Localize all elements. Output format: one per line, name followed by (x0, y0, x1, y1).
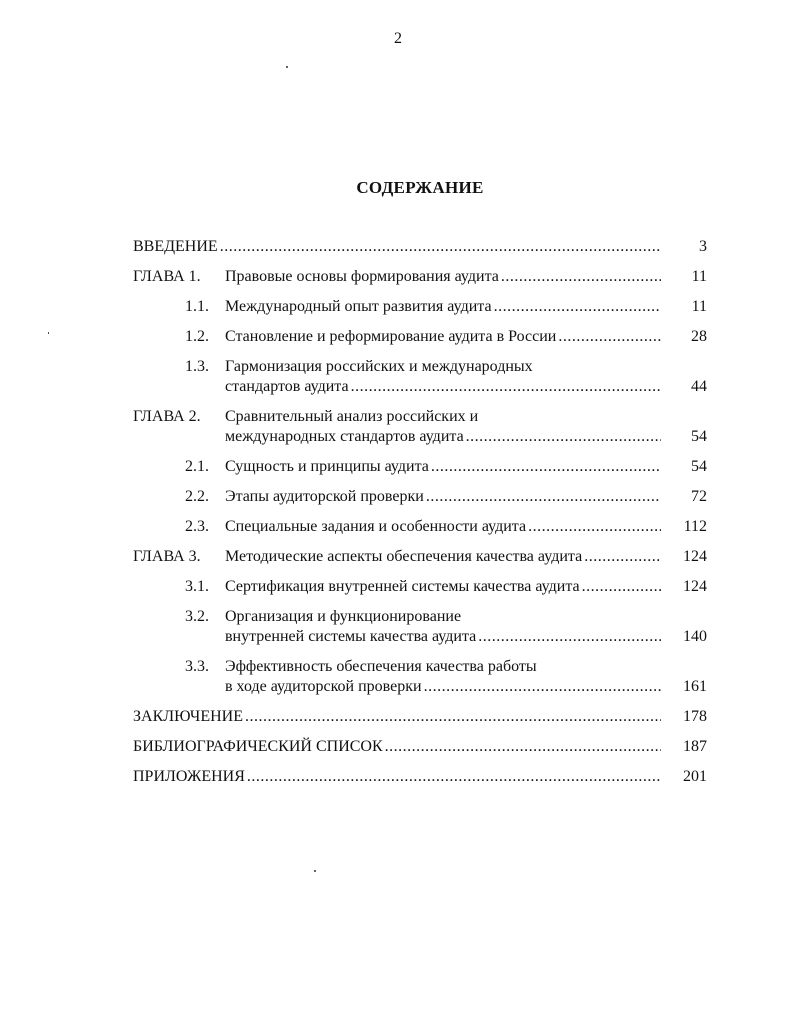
toc-page-number: 11 (691, 298, 707, 315)
toc-page-number: 112 (683, 518, 707, 535)
toc-entry-title: Методические аспекты обеспечения качества аудита (225, 548, 583, 565)
section-number: 2.1. (185, 458, 209, 475)
toc-entry-title: Эффективность обеспечения качества работы (225, 658, 537, 675)
toc-entry (133, 657, 707, 697)
toc-entry-title: Специальные задания и особенности аудита (225, 518, 527, 535)
toc-page-number: 44 (691, 378, 707, 395)
toc-entry-title: в ходе аудиторской проверки (225, 678, 422, 695)
dot-leader (426, 487, 661, 507)
toc-entry-title: БИБЛИОГРАФИЧЕСКИЙ СПИСОК (133, 738, 383, 755)
toc-entry (133, 297, 707, 317)
toc-entry-title: Этапы аудиторской проверки (225, 488, 424, 505)
dot-leader (351, 377, 661, 397)
toc-entry (133, 237, 707, 257)
toc-page-number: 54 (691, 428, 707, 445)
section-number: 1.1. (185, 298, 209, 315)
toc-page-number: 54 (691, 458, 707, 475)
toc-page-number: 124 (683, 548, 707, 565)
chapter-label: ГЛАВА 1. (133, 268, 201, 285)
dot-leader (582, 577, 661, 597)
toc-entry (133, 267, 707, 287)
dot-leader (584, 547, 661, 567)
toc-page-number: 187 (683, 738, 707, 755)
toc-entry (133, 517, 707, 537)
toc-entry (133, 607, 707, 647)
page-title: СОДЕРЖАНИЕ (356, 178, 484, 197)
toc-page-number: 140 (683, 628, 707, 645)
toc-entry-title: внутренней системы качества аудита (225, 628, 477, 645)
dot-leader (558, 327, 661, 347)
toc-entry-title: ЗАКЛЮЧЕНИЕ (133, 708, 243, 725)
toc-entry (133, 737, 707, 757)
scan-speck (48, 332, 49, 334)
toc-entry-title: Сущность и принципы аудита (225, 458, 429, 475)
section-number: 3.3. (185, 658, 209, 675)
dot-leader (466, 427, 661, 447)
scan-speck (286, 66, 288, 68)
toc-page-number: 178 (683, 708, 707, 725)
toc-page-number: 28 (691, 328, 707, 345)
toc-entry (133, 407, 707, 447)
dot-leader (501, 267, 661, 287)
chapter-label: ГЛАВА 3. (133, 548, 201, 565)
toc-page-number: 72 (691, 488, 707, 505)
toc-entry-title: Становление и реформирование аудита в России (225, 328, 557, 345)
dot-leader (245, 707, 661, 727)
toc-entry (133, 487, 707, 507)
toc-entry-title: ПРИЛОЖЕНИЯ (133, 768, 245, 785)
toc-entry (133, 357, 707, 397)
chapter-label: ГЛАВА 2. (133, 408, 201, 425)
section-number: 1.2. (185, 328, 209, 345)
toc-entry-title: Организация и функционирование (225, 608, 462, 625)
toc-page-number: 161 (683, 678, 707, 695)
dot-leader (247, 767, 661, 787)
toc-entry (133, 457, 707, 477)
page-number: 2 (394, 30, 402, 47)
toc-entry-title: стандартов аудита (225, 378, 349, 395)
dot-leader (385, 737, 661, 757)
toc-entry (133, 707, 707, 727)
toc-page-number: 124 (683, 578, 707, 595)
dot-leader (424, 677, 661, 697)
dot-leader (478, 627, 661, 647)
toc-entry (133, 327, 707, 347)
toc-entry-title: Гармонизация российских и международных (225, 358, 533, 375)
scan-speck (314, 870, 316, 872)
toc-page-number: 201 (683, 768, 707, 785)
toc-entry-title: Сертификация внутренней системы качества аудита (225, 578, 580, 595)
section-number: 2.3. (185, 518, 209, 535)
toc-entry-title: международных стандартов аудита (225, 428, 464, 445)
toc-page-number: 3 (699, 238, 707, 255)
toc-entry (133, 577, 707, 597)
toc-entry (133, 547, 707, 567)
dot-leader (431, 457, 661, 477)
toc-entry (133, 767, 707, 787)
table-of-contents (133, 237, 707, 797)
dot-leader (494, 297, 661, 317)
dot-leader (528, 517, 661, 537)
section-number: 2.2. (185, 488, 209, 505)
section-number: 1.3. (185, 358, 209, 375)
section-number: 3.1. (185, 578, 209, 595)
toc-entry-title: Правовые основы формирования аудита (225, 268, 499, 285)
toc-entry-title: Сравнительный анализ российских и (225, 408, 479, 425)
toc-entry-title: ВВЕДЕНИЕ (133, 238, 218, 255)
section-number: 3.2. (185, 608, 209, 625)
dot-leader (220, 237, 661, 257)
toc-page-number: 11 (691, 268, 707, 285)
toc-entry-title: Международный опыт развития аудита (225, 298, 492, 315)
